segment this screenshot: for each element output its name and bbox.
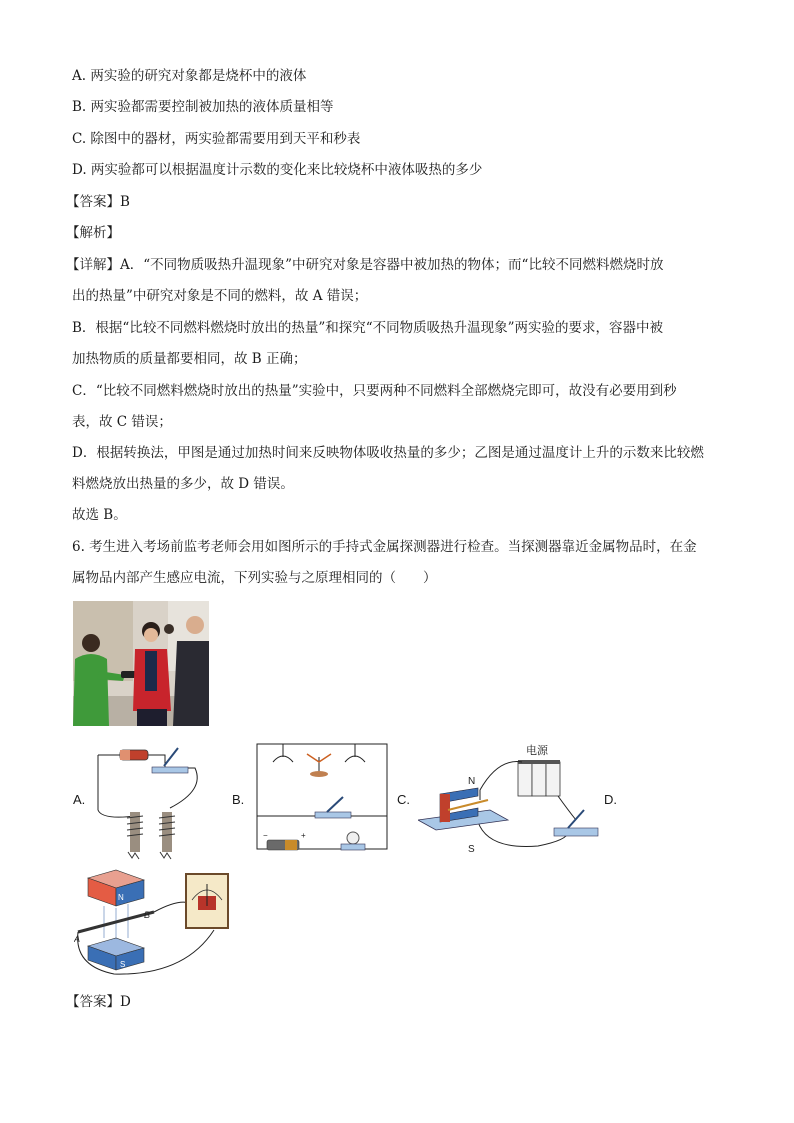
q6-option-c-label: C. xyxy=(397,792,410,807)
battery-minus-label: − xyxy=(263,831,268,840)
diagram-b-circuit xyxy=(255,742,390,861)
q5-option-b: B. 两实验都需要控制被加热的液体质量相等 xyxy=(72,99,334,115)
battery-plus-label: + xyxy=(301,831,306,840)
point-a-label: A xyxy=(74,934,81,944)
diagram-d-generator xyxy=(74,866,239,980)
q5-explain-line-7: D．根据转换法，甲图是通过加热时间来反映物体吸收热量的多少；乙图是通过温度计上升的示数来比较燃 xyxy=(72,445,704,461)
q6-option-b-label: B. xyxy=(232,792,245,807)
q5-explain-line-3: B．根据“比较不同燃料燃烧时放出的热量”和探究“不同物质吸热升温现象”两实验的要求，容器中被 xyxy=(72,320,664,336)
diagram-c-motor xyxy=(418,740,618,864)
q5-explain-line-9: 故选 B。 xyxy=(72,507,127,523)
q6-stem-line-1: 6. 考生进入考场前监考老师会用如图所示的手持式金属探测器进行检查。当探测器靠近金属物品时，在金 xyxy=(72,539,697,555)
q5-explain-line-4: 加热物质的质量都要相同，故 B 正确； xyxy=(72,351,307,367)
q5-option-c: C. 除图中的器材，两实验都需要用到天平和秒表 xyxy=(72,131,361,147)
magnet-top-n-label: N xyxy=(118,893,124,902)
q5-explain-line-5: C．“比较不同燃料燃烧时放出的热量”实验中，只要两种不同燃料全部燃烧完即可，故没有必要用到秒 xyxy=(72,383,677,399)
power-source-label: 电源 xyxy=(526,745,548,757)
metal-detector-photo xyxy=(73,601,209,726)
q5-explain-line-1: 【详解】A．“不同物质吸热升温现象”中研究对象是容器中被加热的物体；而“比较不同燃料燃烧时放 xyxy=(66,257,664,273)
magnet-bottom-s-label: S xyxy=(120,960,126,969)
point-b-label: B xyxy=(144,910,151,920)
q5-explain-line-2: 出的热量”中研究对象是不同的燃料，故 A 错误； xyxy=(72,288,368,304)
q5-option-d: D. 两实验都可以根据温度计示数的变化来比较烧杯中液体吸热的多少 xyxy=(72,162,483,178)
diagram-a-electromagnets xyxy=(90,740,220,864)
q6-option-d-label: D. xyxy=(604,792,617,807)
magnet-s-label: S xyxy=(468,844,475,855)
q5-explain-line-8: 料燃烧放出热量的多少，故 D 错误。 xyxy=(72,476,294,492)
q5-option-a: A. 两实验的研究对象都是烧杯中的液体 xyxy=(72,68,307,84)
q6-option-a-label: A. xyxy=(73,792,86,807)
metal-detector-photo-illustration xyxy=(73,601,209,726)
q5-explain-line-6: 表，故 C 错误； xyxy=(72,414,172,430)
q6-stem-line-2: 属物品内部产生感应电流，下列实验与之原理相同的（ ） xyxy=(72,570,437,586)
magnet-n-label: N xyxy=(468,776,476,787)
q5-answer: 【答案】B xyxy=(66,194,130,210)
q6-answer: 【答案】D xyxy=(66,994,131,1010)
q5-analysis-label: 【解析】 xyxy=(66,225,120,241)
